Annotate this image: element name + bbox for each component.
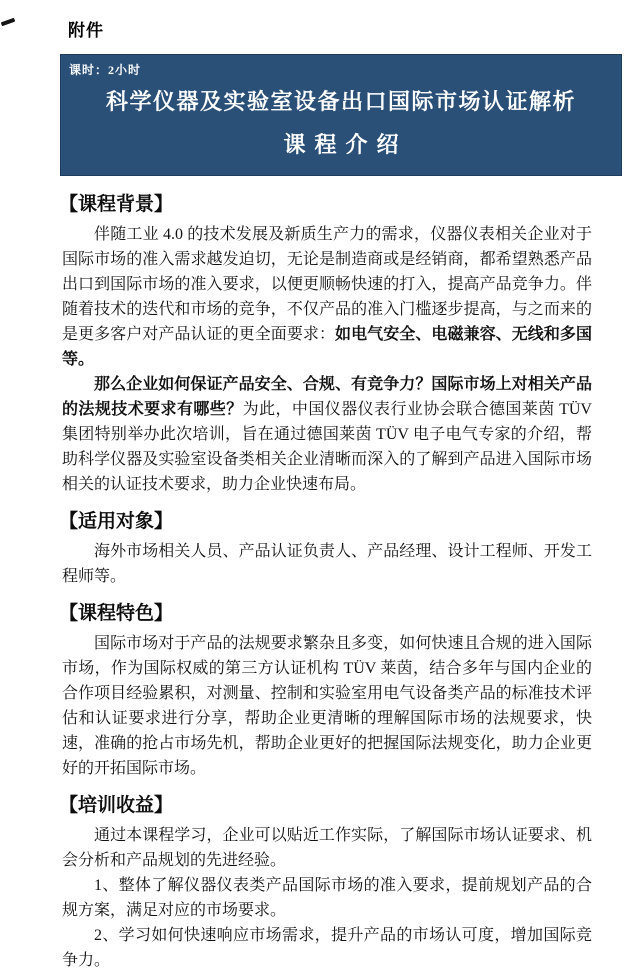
course-background-p2-normal: 为此，中国仪器仪表行业协会联合德国莱茵 TÜV 集团特别举办此次培训，旨在通过德国莱茵 TÜV 电子电气专家的介绍，帮助科学仪器及实验室设备类相关企业清晰而深入的了解到产品进入国际市场相关的认证技术要求，助力企业快速布局。 bbox=[62, 401, 592, 493]
section-heading-target-audience: 【适用对象】 bbox=[59, 511, 174, 532]
course-background-p1-normal: 伴随工业 4.0 的技术发展及新质生产力的需求，仪器仪表相关企业对于国际市场的准入需求越发迫切，无论是制造商或是经销商，都希望熟悉产品出口到国际市场的准入要求，以便更顺畅快速的打入，提高产品竞争力。伴随着技术的迭代和市场的竞争，不仅产品的准入门槛逐步提高，与之而来的是更多客户对产品认证的更全面要求： bbox=[62, 226, 592, 343]
training-benefits-paragraph-intro: 通过本课程学习，企业可以贴近工作实际，了解国际市场认证要求、机会分析和产品规划的先进经验。 bbox=[62, 827, 592, 869]
course-background-p1-bold: 如电气安全、电磁兼容、无线和多国等。 bbox=[62, 326, 592, 368]
scan-artifact-mark bbox=[1, 18, 16, 27]
attachment-label: 附件 bbox=[68, 21, 104, 40]
course-title-line2: 课程介绍 bbox=[283, 132, 408, 157]
training-benefits-item-2: 2、学习如何快速响应市场需求，提升产品的市场认可度，增加国际竞争力。 bbox=[62, 927, 592, 969]
target-audience-paragraph: 海外市场相关人员、产品认证负责人、产品经理、设计工程师、开发工程师等。 bbox=[62, 543, 592, 585]
course-background-paragraph-1 bbox=[62, 222, 592, 372]
section-heading-course-features: 【课程特色】 bbox=[59, 603, 174, 624]
course-background-p2-bold: 那么企业如何保证产品安全、合规、有竞争力？国际市场上对相关产品的法规技术要求有哪些？ bbox=[62, 376, 592, 418]
course-title-line1: 科学仪器及实验室设备出口国际市场认证解析 bbox=[105, 89, 576, 114]
document-body bbox=[59, 192, 592, 973]
course-duration-label: 课时：2小时 bbox=[69, 63, 142, 77]
section-heading-course-background: 【课程背景】 bbox=[59, 194, 174, 215]
course-features-paragraph: 国际市场对于产品的法规要求繁杂且多变，如何快速且合规的进入国际市场，作为国际权威的第三方认证机构 TÜV 莱茵，结合多年与国内企业的合作项目经验累积，对测量、控制和实验室用电气设备类产品的标准技术评估和认证要求进行分享，帮助企业更清晰的理解国际市场的法规要求，快速，准确的抢占市场先机，帮助企业更好的把握国际法规变化，助力企业更好的开拓国际市场。 bbox=[62, 635, 592, 777]
section-heading-training-benefits: 【培训收益】 bbox=[59, 795, 174, 816]
course-title-banner bbox=[60, 54, 622, 176]
training-benefits-item-1: 1、整体了解仪器仪表类产品国际市场的准入要求，提前规划产品的合规方案，满足对应的市场要求。 bbox=[62, 877, 592, 919]
course-background-paragraph-2 bbox=[62, 372, 592, 497]
